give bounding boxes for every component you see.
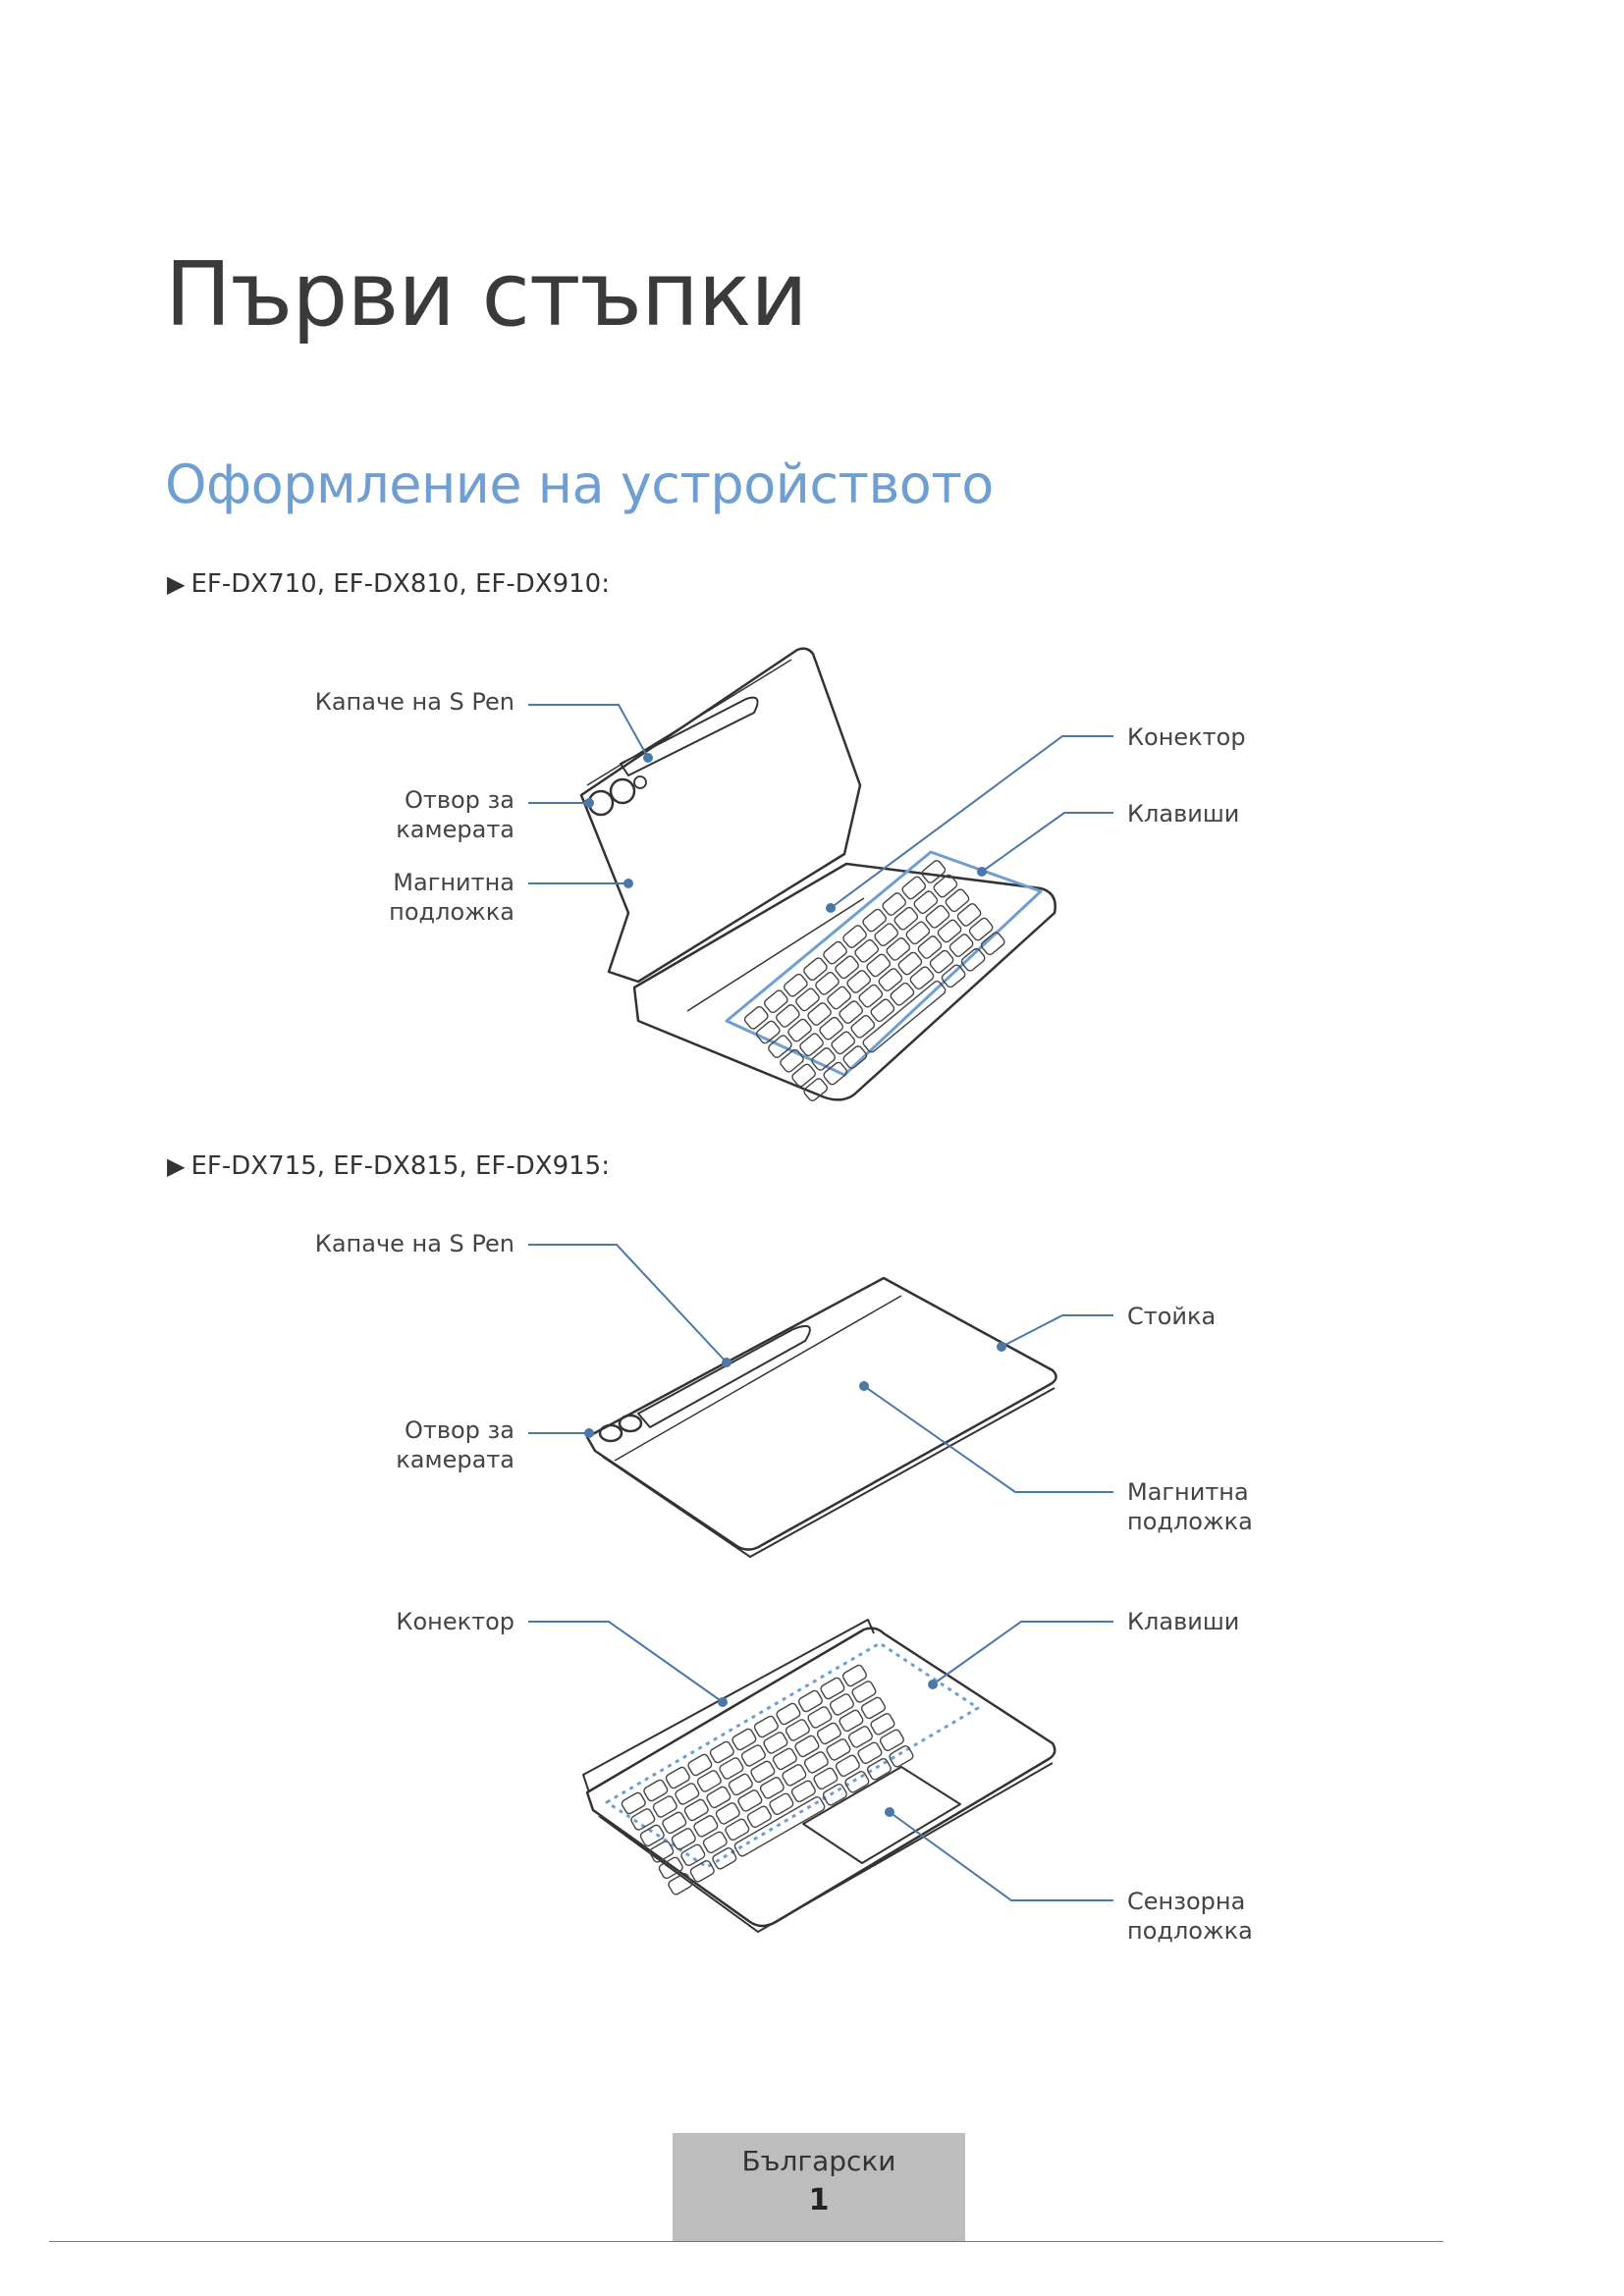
label-camera-hole-2-line2: камерата	[396, 1446, 514, 1473]
label-stand-2: Стойка	[1127, 1303, 1217, 1330]
models-text-1: EF-DX710, EF-DX810, EF-DX910:	[190, 569, 610, 599]
footer-language-box	[673, 2133, 965, 2241]
page-title: Първи стъпки	[165, 243, 807, 347]
label-camera-hole-2-line1: Отвор за	[404, 1416, 514, 1444]
label-touchpad-2-line2: подложка	[1127, 1917, 1253, 1945]
section-title: Оформление на устройството	[165, 454, 994, 515]
label-magnetic-1-line1: Магнитна	[393, 869, 514, 896]
keyboard-base-illustration-3	[583, 1620, 1055, 1932]
page-number: 1	[808, 2183, 830, 2217]
footer-divider	[49, 2241, 1443, 2242]
models-text-2: EF-DX715, EF-DX815, EF-DX915:	[190, 1151, 610, 1181]
label-connector-1: Конектор	[1127, 723, 1246, 751]
label-magnetic-2-line1: Магнитна	[1127, 1478, 1249, 1506]
cover-illustration-2	[587, 1278, 1056, 1557]
callouts-3	[528, 1622, 1113, 1900]
label-connector-2: Конектор	[396, 1608, 514, 1635]
footer-language: Български	[741, 2145, 896, 2177]
label-keys-2: Клавиши	[1127, 1608, 1240, 1635]
label-camera-hole-1-line1: Отвор за	[404, 786, 514, 814]
play-arrow-icon: ▶	[167, 570, 186, 598]
label-spen-cover-1: Капаче на S Pen	[314, 688, 514, 716]
label-camera-hole-1-line2: камерата	[396, 816, 514, 843]
label-keys-1: Клавиши	[1127, 800, 1240, 828]
label-magnetic-2-line2: подложка	[1127, 1508, 1253, 1535]
label-magnetic-1-line2: подложка	[389, 898, 514, 926]
play-arrow-icon: ▶	[167, 1152, 186, 1180]
callout-dots-1	[584, 753, 987, 913]
callouts-2	[528, 1245, 1113, 1492]
keyboard-keys-1	[743, 859, 1006, 1102]
label-touchpad-2-line1: Сензорна	[1127, 1888, 1246, 1915]
label-spen-cover-2: Капаче на S Pen	[314, 1230, 514, 1257]
